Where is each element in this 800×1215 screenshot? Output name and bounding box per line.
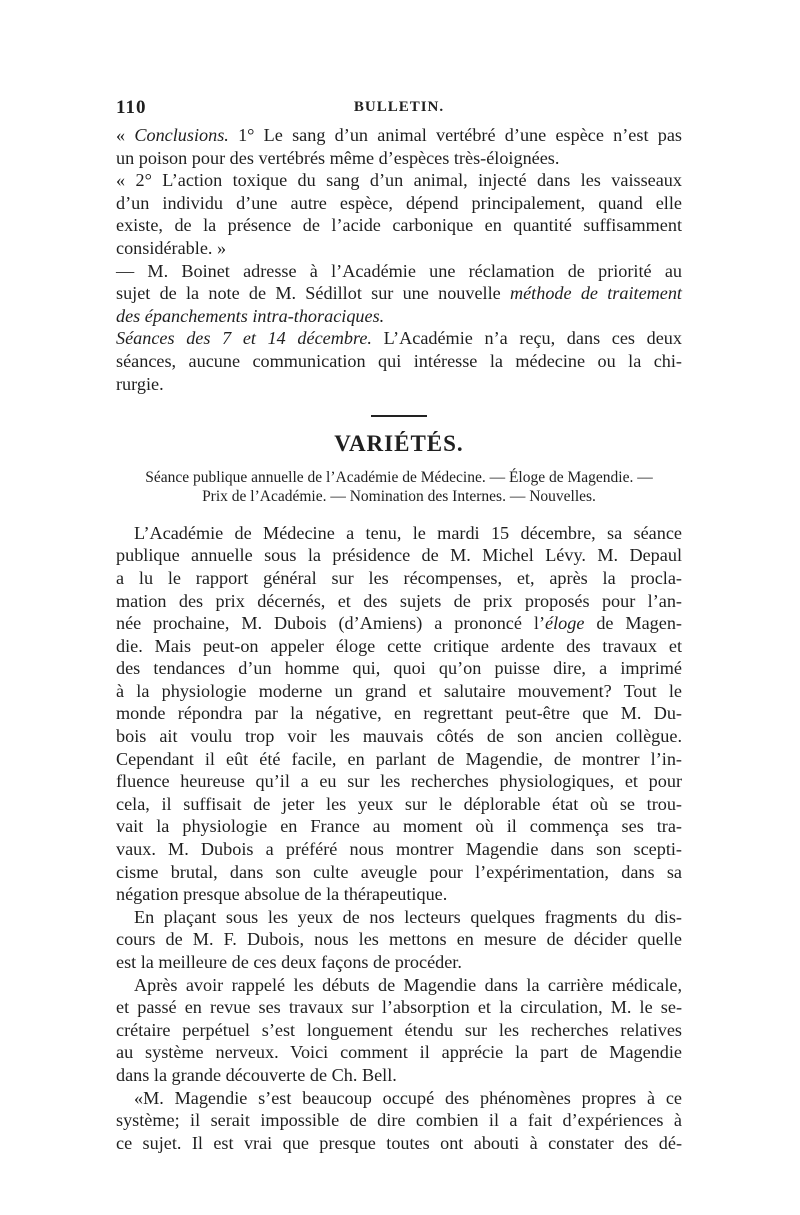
text-line	[116, 612, 682, 635]
text-line: et passé en revue ses travaux sur l’absorption et la circulation, M. le se-	[116, 997, 682, 1018]
paragraph-1	[116, 522, 682, 545]
text-line: considérable. »	[116, 237, 227, 258]
text-line: a lu le rapport général sur les récompenses, et, après la procla-	[116, 567, 682, 588]
text-line	[116, 327, 682, 350]
running-title: BULLETIN.	[353, 99, 445, 115]
text-line: est la meilleure de ces deux façons de procéder.	[116, 952, 462, 972]
text-line: cela, il suffisait de jeter les yeux sur le déplorable état où se trou-	[116, 793, 682, 814]
italic-fragment: éloge	[545, 613, 585, 634]
section-summary	[116, 468, 682, 506]
text-line: Cependant il eût été facile, en parlant de Magendie, de montrer l’in-	[116, 748, 682, 769]
section-divider	[371, 415, 427, 417]
italic-fragment: Séances des 7 et 14 décembre.	[116, 328, 372, 349]
summary-line: Prix de l’Académie. — Nomination des Internes. — Nouvelles.	[202, 487, 596, 505]
page-header	[116, 97, 682, 121]
summary-line: Séance publique annuelle de l’Académie de Médecine. — Éloge de Magendie. —	[145, 468, 653, 486]
text-fragment: L’Académie n’a reçu, dans ces deux	[371, 328, 682, 349]
body-text	[116, 124, 682, 1154]
text-line: à la physiologie moderne un grand et salutaire mouvement? Tout le	[116, 680, 682, 701]
paragraph-2-continued	[116, 928, 682, 973]
text-fragment: de Magen-	[584, 613, 682, 634]
page-number: 110	[116, 97, 147, 118]
conclusions-paragraph	[116, 124, 682, 260]
text-line: rurgie.	[116, 373, 164, 394]
text-line: cours de M. F. Dubois, nous les mettons en mesure de décider quelle	[116, 929, 682, 950]
paragraph-3	[116, 974, 682, 997]
text-line: dans la grande découverte de Ch. Bell.	[116, 1064, 397, 1085]
paragraph-3-continued	[116, 996, 682, 1086]
text-line: vaux. M. Dubois a préféré nous montrer Magendie dans son scepti-	[116, 839, 682, 860]
text-line: fluence heureuse qu’il a eu sur les recherches physiologiques, et pour	[116, 771, 682, 792]
text-line: L’Académie de Médecine a tenu, le mardi 15 décembre, sa séance	[134, 522, 682, 543]
text-line: au système nerveux. Voici comment il apprécie la part de Magendie	[116, 1042, 682, 1063]
seances-paragraph	[116, 327, 682, 395]
text-line: « Conclusions. 1° Le sang d’un animal vertébré d’une espèce n’est pas	[116, 125, 683, 145]
text-line: bois ait voulu trop voir les mauvais côtés de son ancien collègue.	[116, 726, 682, 747]
italic-fragment: méthode de traitement	[509, 283, 682, 304]
paragraph-2	[116, 906, 682, 929]
text-line: monde répondra par la négative, en regrettant peut-être que M. Du-	[116, 703, 682, 724]
text-line: — M. Boinet adresse à l’Académie une réclamation de priorité au	[116, 260, 682, 281]
text-line: des tendances d’un homme qui, quoi qu’on puisse dire, a imprimé	[116, 658, 682, 679]
text-line: négation presque absolue de la thérapeutique.	[116, 884, 448, 905]
text-line: publique annuelle sous la présidence de M. Michel Lévy. M. Depaul	[116, 545, 682, 566]
text-line: d’un individu d’une autre espèce, dépend principalement, quand elle	[116, 192, 682, 213]
text-line: mation des prix décernés, et des sujets de prix proposés pour l’an-	[116, 590, 682, 611]
text-line: un poison pour des vertébrés même d’espèces très-éloignées.	[116, 147, 560, 168]
text-fragment: née prochaine, M. Dubois (d’Amiens) a prononcé l’	[116, 613, 545, 634]
text-line: système; il serait impossible de dire combien il a fait d’expériences à	[116, 1110, 682, 1131]
text-line: cisme brutal, dans son culte aveugle pour l’expérimentation, dans sa	[116, 861, 682, 882]
text-fragment: sujet de la note de M. Sédillot sur une nouvelle	[116, 283, 510, 304]
text-line: séances, aucune communication qui intéresse la médecine ou la chi-	[116, 350, 682, 371]
paragraph-4-continued	[116, 1109, 682, 1154]
boinet-paragraph	[116, 260, 682, 328]
text-line: vait la physiologie en France au moment où il commença ses tra-	[116, 816, 682, 837]
text-line: «M. Magendie s’est beaucoup occupé des phénomènes propres à ce	[134, 1087, 682, 1108]
text-line: « 2° L’action toxique du sang d’un animal, injecté dans les vaisseaux	[116, 170, 682, 191]
text-line	[116, 305, 682, 328]
text-line: Après avoir rappelé les débuts de Magendie dans la carrière médicale,	[134, 974, 682, 995]
text-line: ce sujet. Il est vrai que presque toutes ont abouti à constater des dé-	[116, 1132, 682, 1153]
text-line: En plaçant sous les yeux de nos lecteurs quelques fragments du dis-	[134, 906, 682, 927]
text-line: existe, de la présence de l’acide carbonique en quantité suffisamment	[116, 215, 682, 236]
section-title: VARIÉTÉS.	[334, 431, 464, 457]
paragraph-1-continued	[116, 544, 682, 906]
paragraph-4	[116, 1087, 682, 1110]
italic-fragment: des épanchements intra-thoraciques.	[116, 305, 385, 326]
text-line: crétaire perpétuel s’est longuement étendu sur les recherches relatives	[116, 1019, 682, 1040]
text-line: die. Mais peut-on appeler éloge cette critique ardente des travaux et	[116, 635, 682, 656]
text-line	[116, 282, 682, 305]
